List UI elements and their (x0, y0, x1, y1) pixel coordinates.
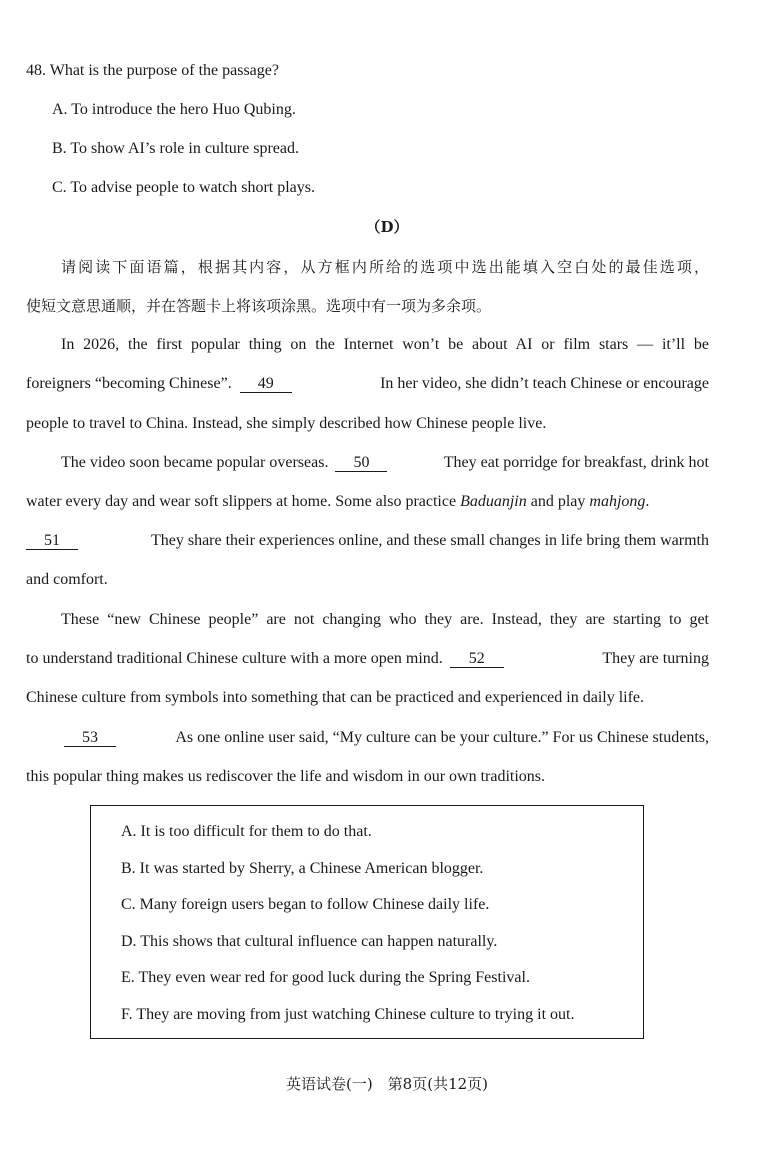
box-option-d: D. This shows that cultural influence can happen naturally. (121, 933, 498, 950)
passage-text: . (645, 493, 650, 510)
passage-line: These “new Chinese people” are not changing who they are. Instead, they are starting to get (61, 611, 709, 628)
passage-text: to understand traditional Chinese culture with a more open mind. (26, 650, 443, 667)
passage-line: Chinese culture from symbols into something that can be practiced and experienced in daily life. (26, 689, 645, 706)
passage-line: people to travel to China. Instead, she simply described how Chinese people live. (26, 415, 547, 432)
passage-text: They share their experiences online, and these small changes in life bring them warmth (150, 532, 709, 549)
box-option-a: A. It is too difficult for them to do that. (121, 823, 372, 840)
passage-line (26, 531, 709, 551)
passage-line (26, 374, 709, 394)
page-footer: 英语试卷(一) 第8页(共12页) (285, 1075, 489, 1093)
blank-51: 51 (26, 533, 78, 550)
mahjong-term: mahjong (589, 493, 646, 510)
box-option-f: F. They are moving from just watching Chinese culture to trying it out. (121, 1006, 575, 1023)
passage-text: foreigners “becoming Chinese”. (26, 375, 232, 392)
box-option-b: B. It was started by Sherry, a Chinese American blogger. (121, 860, 484, 877)
passage-text: and play (526, 493, 590, 510)
passage-line: In 2026, the first popular thing on the Internet won’t be about AI or film stars — it’ll be (61, 336, 709, 353)
option-48-a: A. To introduce the hero Huo Qubing. (52, 101, 296, 118)
question-48: 48. What is the purpose of the passage? (26, 62, 279, 79)
baduanjin-term: Baduanjin (460, 493, 527, 510)
blank-52: 52 (450, 651, 504, 668)
passage-text: water every day and wear soft slippers at home. Some also practice (26, 493, 461, 510)
option-48-c: C. To advise people to watch short plays. (52, 179, 315, 196)
passage-text: They eat porridge for breakfast, drink hot (443, 454, 709, 471)
passage-line (26, 649, 709, 669)
passage-line: this popular thing makes us rediscover the life and wisdom in our own traditions. (26, 768, 546, 785)
section-heading: （D） (365, 218, 409, 236)
passage-text: They are turning (602, 650, 709, 667)
passage-line (26, 492, 709, 512)
options-box (90, 805, 644, 1039)
blank-49: 49 (240, 376, 292, 393)
blank-53: 53 (64, 730, 116, 747)
passage-line (64, 728, 709, 748)
instructions-line-1: 请阅读下面语篇，根据其内容，从方框内所给的选项中选出能填入空白处的最佳选项， (61, 258, 709, 276)
passage-text: As one online user said, “My culture can be your culture.” For us Chinese students, (175, 729, 709, 746)
option-48-b: B. To show AI’s role in culture spread. (52, 140, 299, 157)
passage-line (61, 453, 709, 473)
passage-text: In her video, she didn’t teach Chinese or encourage (380, 375, 709, 392)
box-option-e: E. They even wear red for good luck during the Spring Festival. (121, 969, 530, 986)
blank-50: 50 (335, 455, 387, 472)
box-option-c: C. Many foreign users began to follow Chinese daily life. (121, 896, 490, 913)
passage-text: The video soon became popular overseas. (61, 454, 329, 471)
passage-line: and comfort. (26, 571, 108, 588)
instructions-line-2: 使短文意思通顺，并在答题卡上将该项涂黑。选项中有一项为多余项。 (26, 297, 492, 315)
